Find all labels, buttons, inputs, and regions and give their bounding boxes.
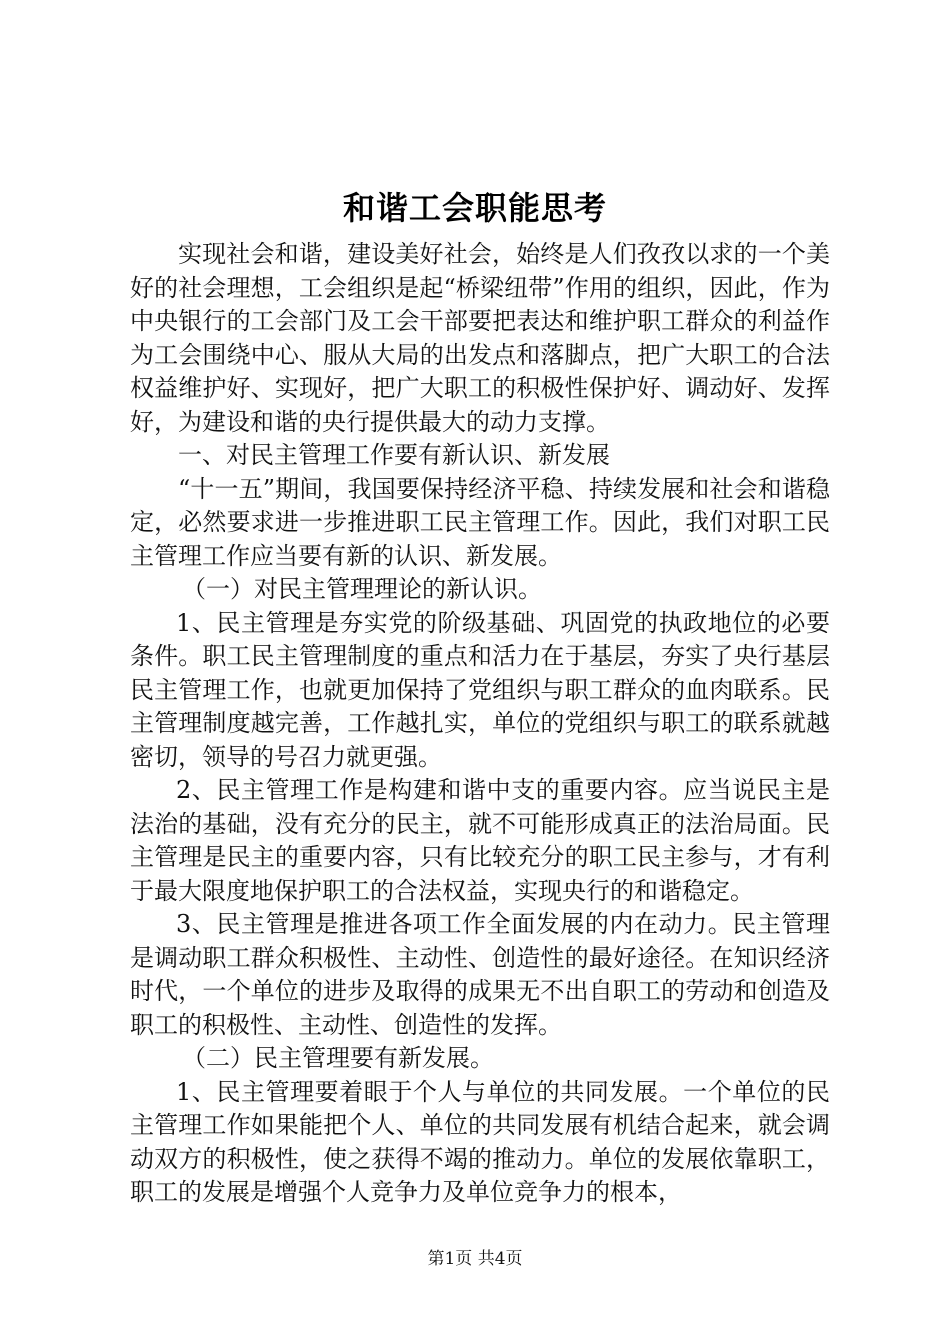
paragraph-item-2: 2、民主管理工作是构建和谐中支的重要内容。应当说民主是法治的基础，没有充分的民主，就不可能形成真正的法治局面。民主管理是民主的重要内容，只有比较充分的职工民主参与，才有利于最大限度地保护职工的合法权益，实现央行的和谐稳定。 [130, 776, 830, 905]
paragraph-item-4: 1、民主管理要着眼于个人与单位的共同发展。一个单位的民主管理工作如果能把个人、单位的共同发展有机结合起来，就会调动双方的积极性，使之获得不竭的推动力。单位的发展依靠职工，职工的发展是增强个人竞争力及单位竞争力的根本， [130, 1077, 830, 1206]
page-title: 和谐工会职能思考 [342, 189, 607, 227]
section-heading-1: 一、对民主管理工作要有新认识、新发展 [178, 441, 610, 469]
paragraph-section-1: “十一五”期间，我国要保持经济平稳、持续发展和社会和谐稳定，必然要求进一步推进职工民主管理工作。因此，我们对职工民主管理工作应当要有新的认识、新发展。 [130, 474, 830, 570]
paragraph-item-1: 1、民主管理是夯实党的阶级基础、巩固党的执政地位的必要条件。职工民主管理制度的重点和活力在于基层，夯实了央行基层民主管理工作，也就更加保持了党组织与职工群众的血肉联系。民主管理制度越完善，工作越扎实，单位的党组织与职工的联系就越密切，领导的号召力就更强。 [130, 608, 830, 771]
subsection-heading-2: （二）民主管理要有新发展。 [182, 1044, 494, 1072]
subsection-heading-1: （一）对民主管理理论的新认识。 [182, 575, 542, 603]
paragraph-intro: 实现社会和谐，建设美好社会，始终是人们孜孜以求的一个美好的社会理想，工会组织是起“桥梁纽带”作用的组织，因此，作为中央银行的工会部门及工会干部要把表达和维护职工群众的利益作为工会围绕中心、服从大局的出发点和落脚点，把广大职工的合法权益维护好、实现好，把广大职工的积极性保护好、调动好、发挥好，为建设和谐的央行提供最大的动力支撑。 [130, 240, 830, 436]
paragraph-item-3: 3、民主管理是推进各项工作全面发展的内在动力。民主管理是调动职工群众积极性、主动性、创造性的最好途径。在知识经济时代，一个单位的进步及取得的成果无不出自职工的劳动和创造及职工的积极性、主动性、创造性的发挥。 [130, 910, 830, 1039]
page-footer: 第1页 共4页 [427, 1249, 523, 1269]
document-body [130, 238, 830, 1210]
